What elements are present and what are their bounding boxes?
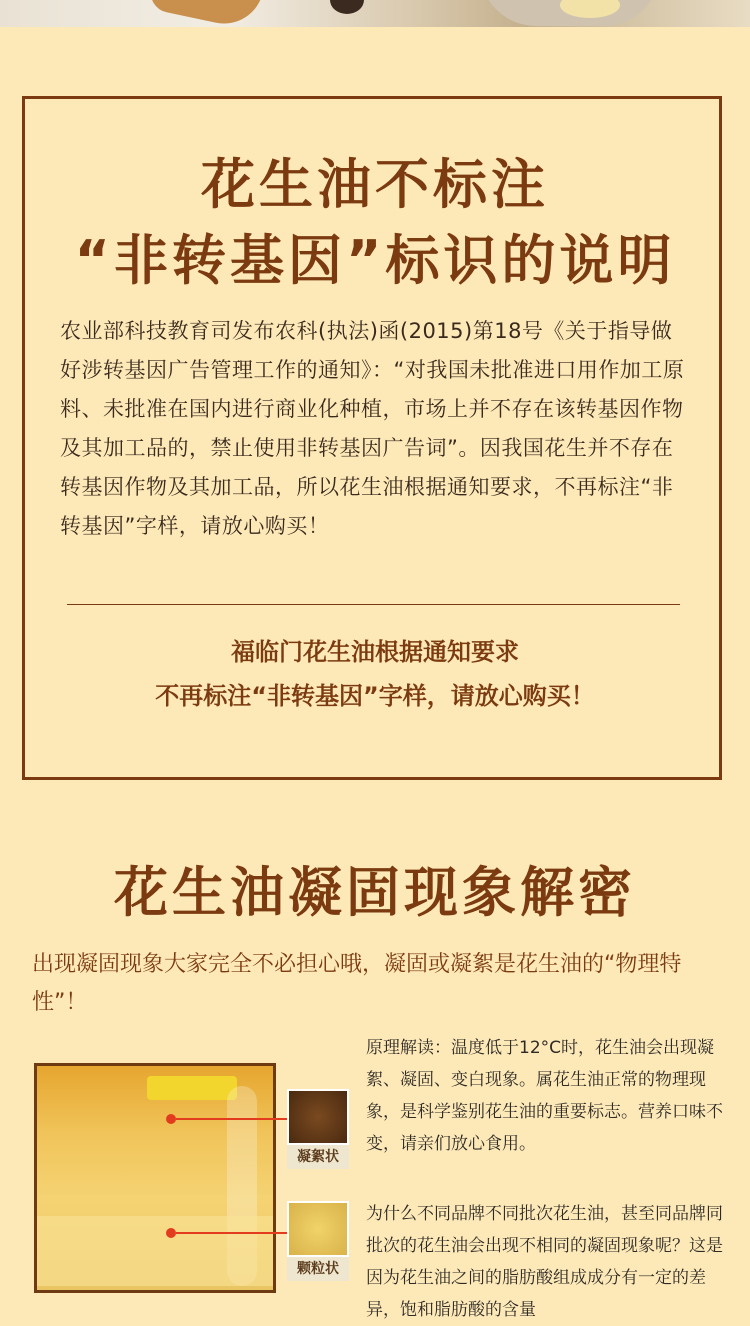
wooden-spoon-graphic [147, 0, 263, 27]
notice-highlight-line1: 福临门花生油根据通知要求 [231, 638, 519, 666]
notice-divider [67, 604, 680, 605]
notice-title-line2: “非转基因”标识的说明 [74, 229, 676, 292]
notice-highlight-line2: 不再标注“非转基因”字样，请放心购买！ [155, 682, 595, 710]
bottle-cap-graphic [147, 1076, 237, 1100]
granule-sample-image [287, 1201, 349, 1257]
oil-bottle-photo [34, 1063, 276, 1293]
bean-graphic [330, 0, 364, 14]
explanation-paragraph-2: 为什么不同品牌不同批次花生油，甚至同品牌同批次的花生油会出现不相同的凝固现象呢？这是因为花生油之间的脂肪酸组成成分有一定的差异，饱和脂肪酸的含量 [366, 1204, 723, 1320]
notice-title-line1: 花生油不标注 [201, 153, 549, 216]
floc-sample-image [287, 1089, 349, 1145]
notice-body: 农业部科技教育司发布农科(执法)函(2015)第18号《关于指导做好涉转基因广告管理工作的通知》：“对我国未批准进口用作加工原料、未批准在国内进行商业化种植，市场上并不存在该转基因作物及其加工品的，禁止使用非转基因广告词”。因我国花生并不存在转基因作物及其加工品，所以花生油根据通知要求，不再标注“非转基因”字样，请放心购买！ [60, 319, 685, 538]
pointer-line-floc [176, 1118, 287, 1120]
section-title: 花生油凝固现象解密 [114, 861, 636, 924]
solidified-band-graphic [37, 1216, 273, 1286]
explanation-paragraph-1: 原理解读：温度低于12°C时，花生油会出现凝絮、凝固、变白现象。属花生油正常的物理现象，是科学鉴别花生油的重要标志。营养口味不变，请亲们放心食用。 [366, 1038, 723, 1154]
pointer-dot-granule [166, 1228, 176, 1238]
floc-label: 凝絮状 [287, 1145, 349, 1169]
hero-image-strip [0, 0, 750, 27]
section-intro: 出现凝固现象大家完全不必担心哦，凝固或凝絮是花生油的“物理特性”！ [32, 952, 682, 1015]
pointer-dot-floc [166, 1114, 176, 1124]
pointer-line-granule [176, 1232, 287, 1234]
granule-label: 颗粒状 [287, 1257, 349, 1281]
